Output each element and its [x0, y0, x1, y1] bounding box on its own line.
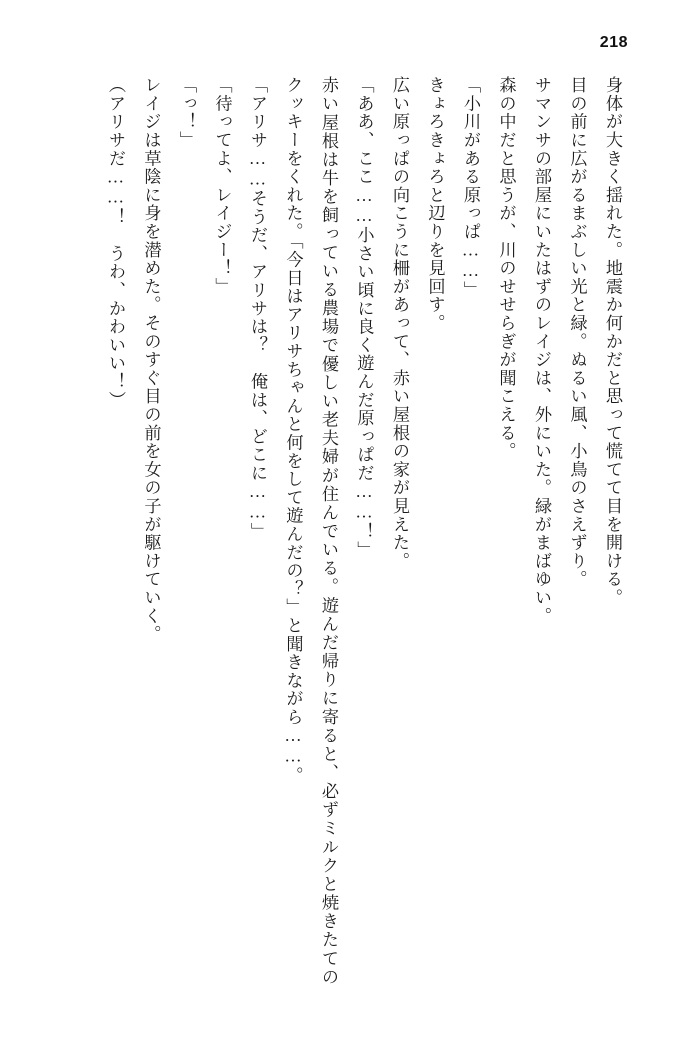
- paragraph: 「小川がある原っぱ……」: [461, 76, 480, 300]
- paragraph: 「っ！」: [177, 76, 196, 150]
- paragraph: 身体が大きく揺れた。地震か何かだと思って慌てて目を開ける。: [603, 76, 622, 607]
- paragraph: 赤い屋根は牛を飼っている農場で優しい老夫婦が住んでいる。遊んだ帰りに寄ると、必ずミルクと焼きたてのクッキーをくれた。「今日はアリサちゃんと何をして遊んだの？」と聞きながら……。: [283, 76, 338, 986]
- paragraph: 目の前に広がるまぶしい光と緑。ぬるい風、小鳥のさえずり。: [567, 76, 587, 589]
- body-text: [70, 76, 630, 986]
- paragraph: 森の中だと思うが、川のせせらぎが聞こえる。: [496, 76, 516, 461]
- paragraph: レイジは草陰に身を潜めた。そのすぐ目の前を女の子が駆けていく。: [141, 76, 161, 644]
- page-number: 218: [599, 34, 628, 51]
- paragraph: 「ああ、ここ……小さい頃に良く遊んだ原っぱだ……！」: [354, 76, 374, 559]
- paragraph: きょろきょろと辺りを見回す。: [425, 76, 445, 333]
- paragraph: （アリサだ……！ うわ、かわいい！）: [106, 76, 125, 409]
- paragraph: サマンサの部屋にいたはずのレイジは、外にいた。緑がまばゆい。: [532, 76, 551, 625]
- paragraph: 「アリサ……そうだ、アリサは？ 俺は、どこに……」: [248, 76, 267, 541]
- paragraph: 「待ってよ、レイジー！」: [212, 76, 232, 296]
- paragraph: 広い原っぱの向こうに柵があって、赤い屋根の家が見えた。: [390, 76, 409, 571]
